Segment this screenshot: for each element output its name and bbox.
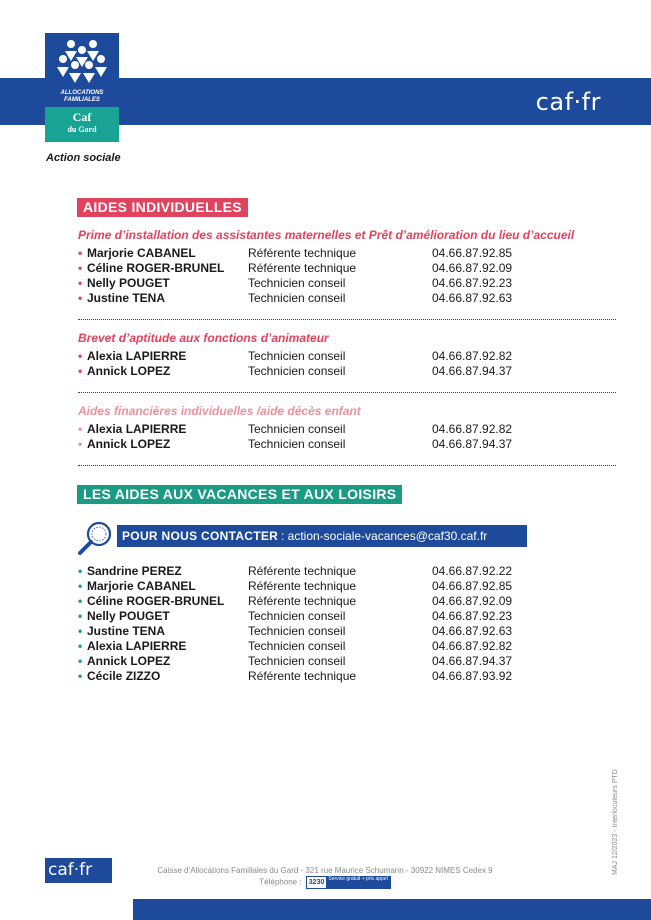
- footer-brand-left: caf: [48, 860, 74, 880]
- phone-badge[interactable]: [306, 876, 391, 889]
- logo-line-1: ALLOCATIONS: [60, 90, 104, 96]
- logo-dept: du Gard: [67, 125, 97, 134]
- bullet: •: [78, 594, 83, 608]
- contact-row: [78, 594, 618, 609]
- contact-phone[interactable]: 04.66.87.92.09: [432, 594, 513, 608]
- contact-row: [78, 291, 618, 306]
- contact-phone[interactable]: 04.66.87.92.63: [432, 624, 513, 638]
- contact-bar: [117, 525, 527, 547]
- contact-name: Sandrine PEREZ: [87, 564, 182, 578]
- bullet: •: [78, 579, 83, 593]
- contact-role: Technicien conseil: [248, 364, 346, 378]
- dotted-separator: [78, 465, 616, 466]
- logo-caf: Caf: [72, 110, 92, 124]
- contact-role: Technicien conseil: [248, 624, 346, 638]
- caf-fr-brand[interactable]: caf·fr: [535, 88, 601, 116]
- bullet: •: [78, 654, 83, 668]
- bullet: •: [78, 246, 83, 260]
- footer-phone-line: [100, 876, 550, 889]
- group-title-bafa: Brevet d’aptitude aux fonctions d’animateur: [78, 331, 329, 345]
- contact-role: Référente technique: [248, 669, 357, 683]
- bullet: •: [78, 364, 83, 378]
- contact-row: [78, 276, 618, 291]
- contact-name: Céline ROGER-BRUNEL: [87, 261, 225, 275]
- contact-role: Technicien conseil: [248, 349, 346, 363]
- contact-name: Nelly POUGET: [87, 276, 170, 290]
- bullet: •: [78, 609, 83, 623]
- contact-phone[interactable]: 04.66.87.93.92: [432, 669, 513, 683]
- contact-phone[interactable]: 04.66.87.92.82: [432, 349, 513, 363]
- bullet: •: [78, 564, 83, 578]
- phone-service-note: Service gratuit + prix appel: [326, 877, 389, 888]
- logo-line-2: FAMILIALES: [64, 97, 100, 103]
- contact-phone[interactable]: 04.66.87.92.82: [432, 422, 513, 436]
- contact-role: Technicien conseil: [248, 291, 346, 305]
- contact-row: [78, 364, 618, 379]
- contact-phone[interactable]: 04.66.87.92.23: [432, 609, 513, 623]
- page-subtitle: Action sociale: [46, 152, 121, 164]
- contact-name: Justine TENA: [87, 291, 166, 305]
- bullet: •: [78, 624, 83, 638]
- bullet: •: [78, 291, 83, 305]
- contact-row: [78, 624, 618, 639]
- contact-row: [78, 246, 618, 261]
- footer-caf-fr-logo[interactable]: caf·fr: [45, 858, 112, 883]
- phone-number: 3230: [308, 879, 325, 886]
- footer-phone-label: Téléphone :: [259, 877, 302, 887]
- contact-row: [78, 639, 618, 654]
- contact-role: Technicien conseil: [248, 437, 346, 451]
- contact-phone[interactable]: 04.66.87.92.09: [432, 261, 513, 275]
- caf-gard-logo: [45, 33, 119, 142]
- section-heading-vacances: LES AIDES AUX VACANCES ET AUX LOISIRS: [77, 485, 402, 504]
- dotted-separator: [78, 319, 616, 320]
- contact-phone[interactable]: 04.66.87.94.37: [432, 364, 513, 378]
- contact-row: [78, 654, 618, 669]
- contact-role: Technicien conseil: [248, 276, 346, 290]
- contact-name: Annick LOPEZ: [87, 437, 171, 451]
- contact-phone[interactable]: 04.66.87.94.37: [432, 437, 513, 451]
- contact-role: Technicien conseil: [248, 654, 346, 668]
- footer-brand-right: fr: [79, 860, 93, 880]
- contact-row: [78, 564, 618, 579]
- contact-label: POUR NOUS CONTACTER: [122, 529, 279, 543]
- contact-name: Marjorie CABANEL: [87, 579, 196, 593]
- contact-name: Justine TENA: [87, 624, 166, 638]
- contact-name: Alexia LAPIERRE: [87, 349, 187, 363]
- contact-role: Référente technique: [248, 594, 357, 608]
- contact-name: Nelly POUGET: [87, 609, 170, 623]
- contact-role: Technicien conseil: [248, 609, 346, 623]
- bullet: •: [78, 437, 83, 451]
- contact-row: [78, 261, 618, 276]
- bullet: •: [78, 276, 83, 290]
- contact-row: [78, 669, 618, 684]
- group-title-aides-financieres: Aides financières individuelles /aide décès enfant: [78, 404, 361, 418]
- contact-role: Référente technique: [248, 564, 357, 578]
- contact-row: [78, 422, 618, 437]
- contact-row: [78, 579, 618, 594]
- contact-phone[interactable]: 04.66.87.92.82: [432, 639, 513, 653]
- group-title-prime: Prime d’installation des assistantes maternelles et Prêt d’amélioration du lieu d’accueil: [78, 228, 575, 242]
- family-figures-icon: [55, 37, 109, 85]
- contact-role: Référente technique: [248, 246, 357, 260]
- search-icon: [77, 520, 115, 556]
- contact-name: Marjorie CABANEL: [87, 246, 196, 260]
- bullet: •: [78, 422, 83, 436]
- contact-role: Technicien conseil: [248, 422, 346, 436]
- contact-name: Céline ROGER-BRUNEL: [87, 594, 225, 608]
- contact-name: Annick LOPEZ: [87, 364, 171, 378]
- contact-name: Cécile ZIZZO: [87, 669, 161, 683]
- contact-name: Alexia LAPIERRE: [87, 422, 187, 436]
- bullet: •: [78, 639, 83, 653]
- update-note: MAJ 12/2023 - Interlocuteurs PTD: [612, 769, 619, 875]
- contact-phone[interactable]: 04.66.87.94.37: [432, 654, 513, 668]
- bullet: •: [78, 349, 83, 363]
- bullet: •: [78, 261, 83, 275]
- contact-row: [78, 349, 618, 364]
- footer-bar: [133, 899, 651, 920]
- contact-phone[interactable]: 04.66.87.92.22: [432, 564, 513, 578]
- contact-role: Référente technique: [248, 261, 357, 275]
- contact-name: Annick LOPEZ: [87, 654, 171, 668]
- contact-email-link[interactable]: : action-sociale-vacances@caf30.caf.fr: [281, 529, 488, 543]
- contact-phone[interactable]: 04.66.87.92.85: [432, 579, 513, 593]
- contact-row: [78, 609, 618, 624]
- brand-right: fr: [581, 88, 601, 116]
- contact-row: [78, 437, 618, 452]
- dotted-separator: [78, 392, 616, 393]
- contact-role: Référente technique: [248, 579, 357, 593]
- brand-left: caf: [535, 88, 574, 116]
- contact-phone[interactable]: 04.66.87.92.23: [432, 276, 513, 290]
- contact-role: Technicien conseil: [248, 639, 346, 653]
- footer-address: Caisse d’Allocations Familiales du Gard - 321 rue Maurice Schumann - 30922 NIMES Cedex 9: [157, 866, 493, 875]
- contact-name: Alexia LAPIERRE: [87, 639, 187, 653]
- bullet: •: [78, 669, 83, 683]
- contact-phone[interactable]: 04.66.87.92.63: [432, 291, 513, 305]
- contact-phone[interactable]: 04.66.87.92.85: [432, 246, 513, 260]
- section-heading-individuelles: AIDES INDIVIDUELLES: [77, 198, 248, 217]
